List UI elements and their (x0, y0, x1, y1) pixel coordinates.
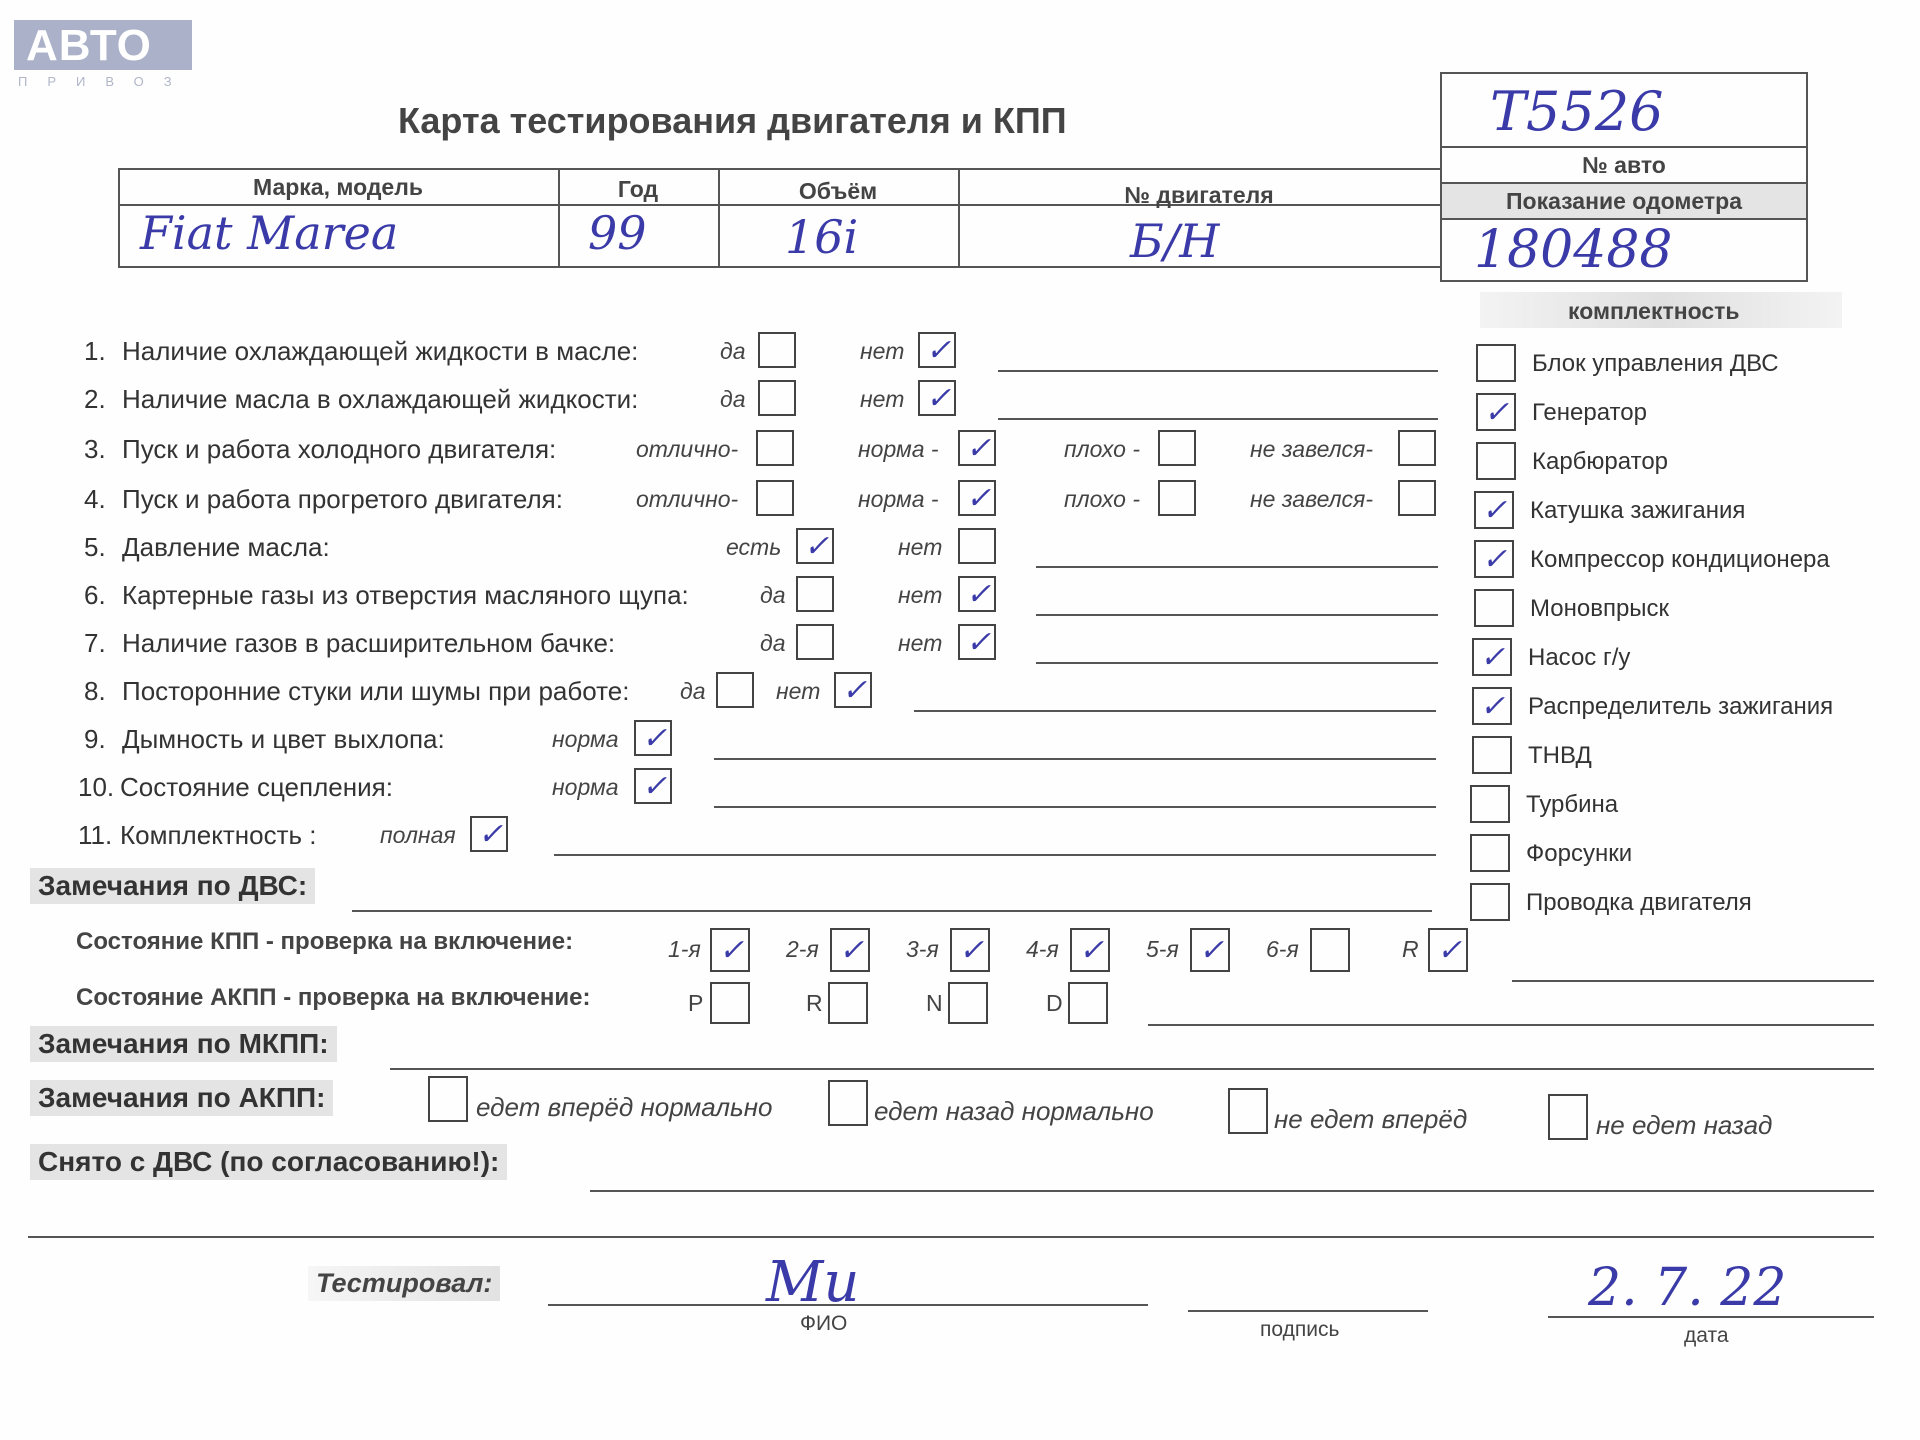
check-mark: ✓ (804, 529, 830, 564)
option-checkbox[interactable] (918, 380, 956, 416)
option-label: не завелся- (1250, 436, 1374, 462)
check-mark: ✓ (642, 721, 668, 756)
check-mark: ✓ (966, 577, 992, 612)
question-text: Картерные газы из отверстия масляного щупа: (122, 580, 689, 610)
question-text: Наличие газов в расширительном бачке: (122, 628, 616, 658)
option-checkbox[interactable] (796, 528, 834, 564)
option-label: полная (380, 822, 456, 848)
fio-label: ФИО (800, 1312, 848, 1335)
gear-checkbox[interactable] (1190, 928, 1230, 972)
option-checkbox[interactable] (796, 576, 834, 612)
gear-checkbox[interactable] (1070, 928, 1110, 972)
engine-notes-line[interactable] (352, 910, 1432, 912)
option-label: да (720, 386, 746, 412)
option-checkbox[interactable] (1398, 480, 1436, 516)
check-mark: ✓ (1482, 493, 1508, 528)
auto-option-checkbox[interactable] (1228, 1088, 1268, 1134)
question-notes-line[interactable] (914, 710, 1436, 712)
question-number: 1. (84, 336, 106, 366)
option-label: плохо - (1064, 486, 1140, 512)
option-checkbox[interactable] (958, 528, 996, 564)
check-mark: ✓ (839, 933, 865, 968)
divider (1440, 146, 1808, 148)
question-number: 8. (84, 676, 106, 706)
auto-gear-checkbox[interactable] (1068, 982, 1108, 1024)
check-mark: ✓ (966, 625, 992, 660)
gear-checkbox[interactable] (830, 928, 870, 972)
logo-sub: ПРИВОЗ (18, 74, 192, 89)
option-label: норма (552, 726, 619, 752)
question-number: 2. (84, 384, 106, 414)
auto-option-label: не едет вперёд (1274, 1104, 1468, 1134)
completeness-item: Насос г/у (1528, 644, 1631, 671)
question-notes-line[interactable] (1036, 662, 1438, 664)
tested-label: Тестировал: (308, 1266, 500, 1301)
completeness-checkbox[interactable] (1470, 785, 1510, 823)
completeness-item: Турбина (1526, 791, 1619, 818)
question-notes-line[interactable] (1036, 566, 1438, 568)
logo (14, 20, 192, 89)
completeness-item: Компрессор кондиционера (1530, 546, 1830, 573)
option-label: нет (898, 582, 943, 608)
option-label: есть (726, 534, 782, 560)
completeness-checkbox[interactable] (1472, 736, 1512, 774)
auto-option-label: едет назад нормально (874, 1096, 1154, 1126)
gear-label: 2-я (786, 936, 819, 962)
gear-label: 5-я (1146, 936, 1179, 962)
question-notes-line[interactable] (998, 370, 1438, 372)
option-label: да (720, 338, 746, 364)
option-checkbox[interactable] (756, 430, 794, 466)
completeness-checkbox[interactable] (1472, 687, 1512, 725)
question-number: 4. (84, 484, 106, 514)
option-label: норма (552, 774, 619, 800)
odometer-value: 180488 (1474, 220, 1673, 280)
completeness-checkbox[interactable] (1472, 638, 1512, 676)
option-label: нет (776, 678, 821, 704)
auto-gear-label: N (926, 990, 943, 1016)
auto-option-checkbox[interactable] (828, 1080, 868, 1126)
option-checkbox[interactable] (1158, 430, 1196, 466)
completeness-checkbox[interactable] (1476, 442, 1516, 480)
option-label: отлично- (636, 436, 739, 462)
volume-value: 16i (785, 210, 859, 264)
engine-notes-label: Замечания по ДВС: (30, 868, 315, 904)
logo-tm: ™ (152, 18, 164, 32)
completeness-item: Блок управления ДВС (1532, 350, 1779, 377)
sign-line[interactable] (1188, 1310, 1428, 1312)
question-number: 11. (78, 820, 113, 850)
option-label: да (680, 678, 706, 704)
question-notes-line[interactable] (1036, 614, 1438, 616)
question-text: Наличие охлаждающей жидкости в масле: (122, 336, 639, 366)
auto-gear-checkbox[interactable] (948, 982, 988, 1024)
completeness-item: Карбюратор (1532, 448, 1669, 475)
option-checkbox[interactable] (470, 816, 508, 852)
auto-gear-label: R (806, 990, 823, 1016)
check-mark: ✓ (1480, 689, 1506, 724)
completeness-title: комплектность (1568, 298, 1740, 324)
check-mark: ✓ (926, 381, 952, 416)
question-notes-line[interactable] (554, 854, 1436, 856)
option-label: нет (860, 386, 905, 412)
page-title: Карта тестирования двигателя и КПП (398, 100, 1067, 141)
option-checkbox[interactable] (1158, 480, 1196, 516)
auto-gear-checkbox[interactable] (828, 982, 868, 1024)
option-label: да (760, 630, 786, 656)
removed-line-2[interactable] (28, 1236, 1874, 1238)
question-notes-line[interactable] (714, 806, 1436, 808)
auto-gear-label: P (688, 990, 704, 1016)
gear-checkbox[interactable] (1310, 928, 1350, 972)
option-label: да (760, 582, 786, 608)
option-checkbox[interactable] (716, 672, 754, 708)
check-mark: ✓ (1079, 933, 1105, 968)
completeness-checkbox[interactable] (1474, 540, 1514, 578)
manual-notes-line[interactable] (390, 1068, 1874, 1070)
question-notes-line[interactable] (998, 418, 1438, 420)
option-label: нет (860, 338, 905, 364)
option-checkbox[interactable] (958, 576, 996, 612)
auto-no-label: № авто (1582, 152, 1666, 178)
auto-option-checkbox[interactable] (1548, 1094, 1588, 1140)
check-mark: ✓ (1480, 640, 1506, 675)
question-text: Посторонние стуки или шумы при работе: (122, 676, 630, 706)
option-checkbox[interactable] (756, 480, 794, 516)
question-number: 7. (84, 628, 106, 658)
question-text: Наличие масла в охлаждающей жидкости: (122, 384, 639, 414)
check-mark: ✓ (1482, 542, 1508, 577)
option-checkbox[interactable] (758, 332, 796, 368)
gear-checkbox[interactable] (1428, 928, 1468, 972)
gear-notes-line[interactable] (1512, 980, 1874, 982)
gear-label: 1-я (668, 936, 701, 962)
option-label: отлично- (636, 486, 739, 512)
question-text: Пуск и работа холодного двигателя: (122, 434, 557, 464)
option-label: норма - (858, 486, 939, 512)
question-text: Состояние сцепления: (120, 772, 393, 802)
check-mark: ✓ (478, 817, 504, 852)
option-checkbox[interactable] (958, 624, 996, 660)
auto-gear-label: D (1046, 990, 1063, 1016)
completeness-item: Катушка зажигания (1530, 497, 1746, 524)
gear-label: 3-я (906, 936, 939, 962)
manual-state-label: Состояние КПП - проверка на включение: (76, 928, 574, 955)
gear-label: R (1402, 936, 1419, 962)
check-mark: ✓ (926, 333, 952, 368)
auto-option-label: едет вперёд нормально (476, 1092, 773, 1122)
completeness-checkbox[interactable] (1470, 883, 1510, 921)
question-number: 9. (84, 724, 106, 754)
option-checkbox[interactable] (758, 380, 796, 416)
completeness-item: Генератор (1532, 399, 1647, 426)
year-label: Год (617, 176, 659, 202)
signature: Ми (766, 1250, 860, 1315)
gear-label: 4-я (1026, 936, 1059, 962)
check-mark: ✓ (642, 769, 668, 804)
completeness-checkbox[interactable] (1476, 393, 1516, 431)
completeness-checkbox[interactable] (1474, 491, 1514, 529)
date-label: дата (1684, 1324, 1729, 1347)
auto-option-checkbox[interactable] (428, 1076, 468, 1122)
option-label: нет (898, 630, 943, 656)
completeness-item: Форсунки (1526, 840, 1633, 867)
year-value: 99 (588, 206, 647, 260)
completeness-checkbox[interactable] (1476, 344, 1516, 382)
check-mark: ✓ (966, 481, 992, 516)
completeness-checkbox[interactable] (1474, 589, 1514, 627)
logo-main: АВТО (14, 20, 192, 70)
option-checkbox[interactable] (834, 672, 872, 708)
auto-gear-notes-line[interactable] (1148, 1024, 1874, 1026)
check-mark: ✓ (966, 431, 992, 466)
check-mark: ✓ (1484, 395, 1510, 430)
question-text: Дымность и цвет выхлопа: (122, 724, 445, 754)
gear-checkbox[interactable] (950, 928, 990, 972)
option-checkbox[interactable] (796, 624, 834, 660)
option-label: норма - (858, 436, 939, 462)
question-text: Пуск и работа прогретого двигателя: (122, 484, 563, 514)
option-label: нет (898, 534, 943, 560)
option-checkbox[interactable] (958, 430, 996, 466)
option-checkbox[interactable] (634, 768, 672, 804)
sign-label: подпись (1260, 1318, 1340, 1341)
question-number: 3. (84, 434, 106, 464)
question-notes-line[interactable] (714, 758, 1436, 760)
gear-label: 6-я (1266, 936, 1299, 962)
engine-label: № двигателя (1124, 182, 1274, 208)
auto-notes-label: Замечания по АКПП: (30, 1080, 333, 1116)
question-number: 6. (84, 580, 106, 610)
option-checkbox[interactable] (1398, 430, 1436, 466)
fio-line[interactable] (548, 1304, 1148, 1306)
manual-notes-label: Замечания по МКПП: (30, 1026, 337, 1062)
option-checkbox[interactable] (918, 332, 956, 368)
completeness-item: Проводка двигателя (1526, 889, 1752, 916)
auto-no-value: T5526 (1490, 80, 1664, 143)
option-label: плохо - (1064, 436, 1140, 462)
check-mark: ✓ (719, 933, 745, 968)
completeness-item: Моновпрыск (1530, 595, 1670, 622)
check-mark: ✓ (959, 933, 985, 968)
question-number: 5. (84, 532, 106, 562)
check-mark: ✓ (842, 673, 868, 708)
make-label: Марка, модель (253, 174, 423, 200)
make-value: Fiat Marea (140, 206, 399, 260)
completeness-item: Распределитель зажигания (1528, 693, 1834, 720)
question-text: Давление масла: (122, 532, 330, 562)
auto-option-label: не едет назад (1596, 1110, 1773, 1140)
volume-label: Объём (798, 178, 878, 204)
gear-checkbox[interactable] (710, 928, 750, 972)
date-value: 2. 7. 22 (1588, 1258, 1787, 1318)
completeness-item: ТНВД (1528, 742, 1592, 769)
check-mark: ✓ (1199, 933, 1225, 968)
engine-value: Б/Н (1130, 214, 1220, 268)
option-checkbox[interactable] (634, 720, 672, 756)
question-number: 10. (78, 772, 115, 802)
odometer-label: Показание одометра (1506, 188, 1742, 214)
option-label: не завелся- (1250, 486, 1374, 512)
question-text: Комплектность : (120, 820, 317, 850)
removed-line[interactable] (590, 1190, 1874, 1192)
auto-gear-checkbox[interactable] (710, 982, 750, 1024)
auto-state-label: Состояние АКПП - проверка на включение: (76, 984, 591, 1011)
removed-label: Снято с ДВС (по согласованию!): (30, 1144, 507, 1180)
check-mark: ✓ (1437, 933, 1463, 968)
completeness-checkbox[interactable] (1470, 834, 1510, 872)
option-checkbox[interactable] (958, 480, 996, 516)
